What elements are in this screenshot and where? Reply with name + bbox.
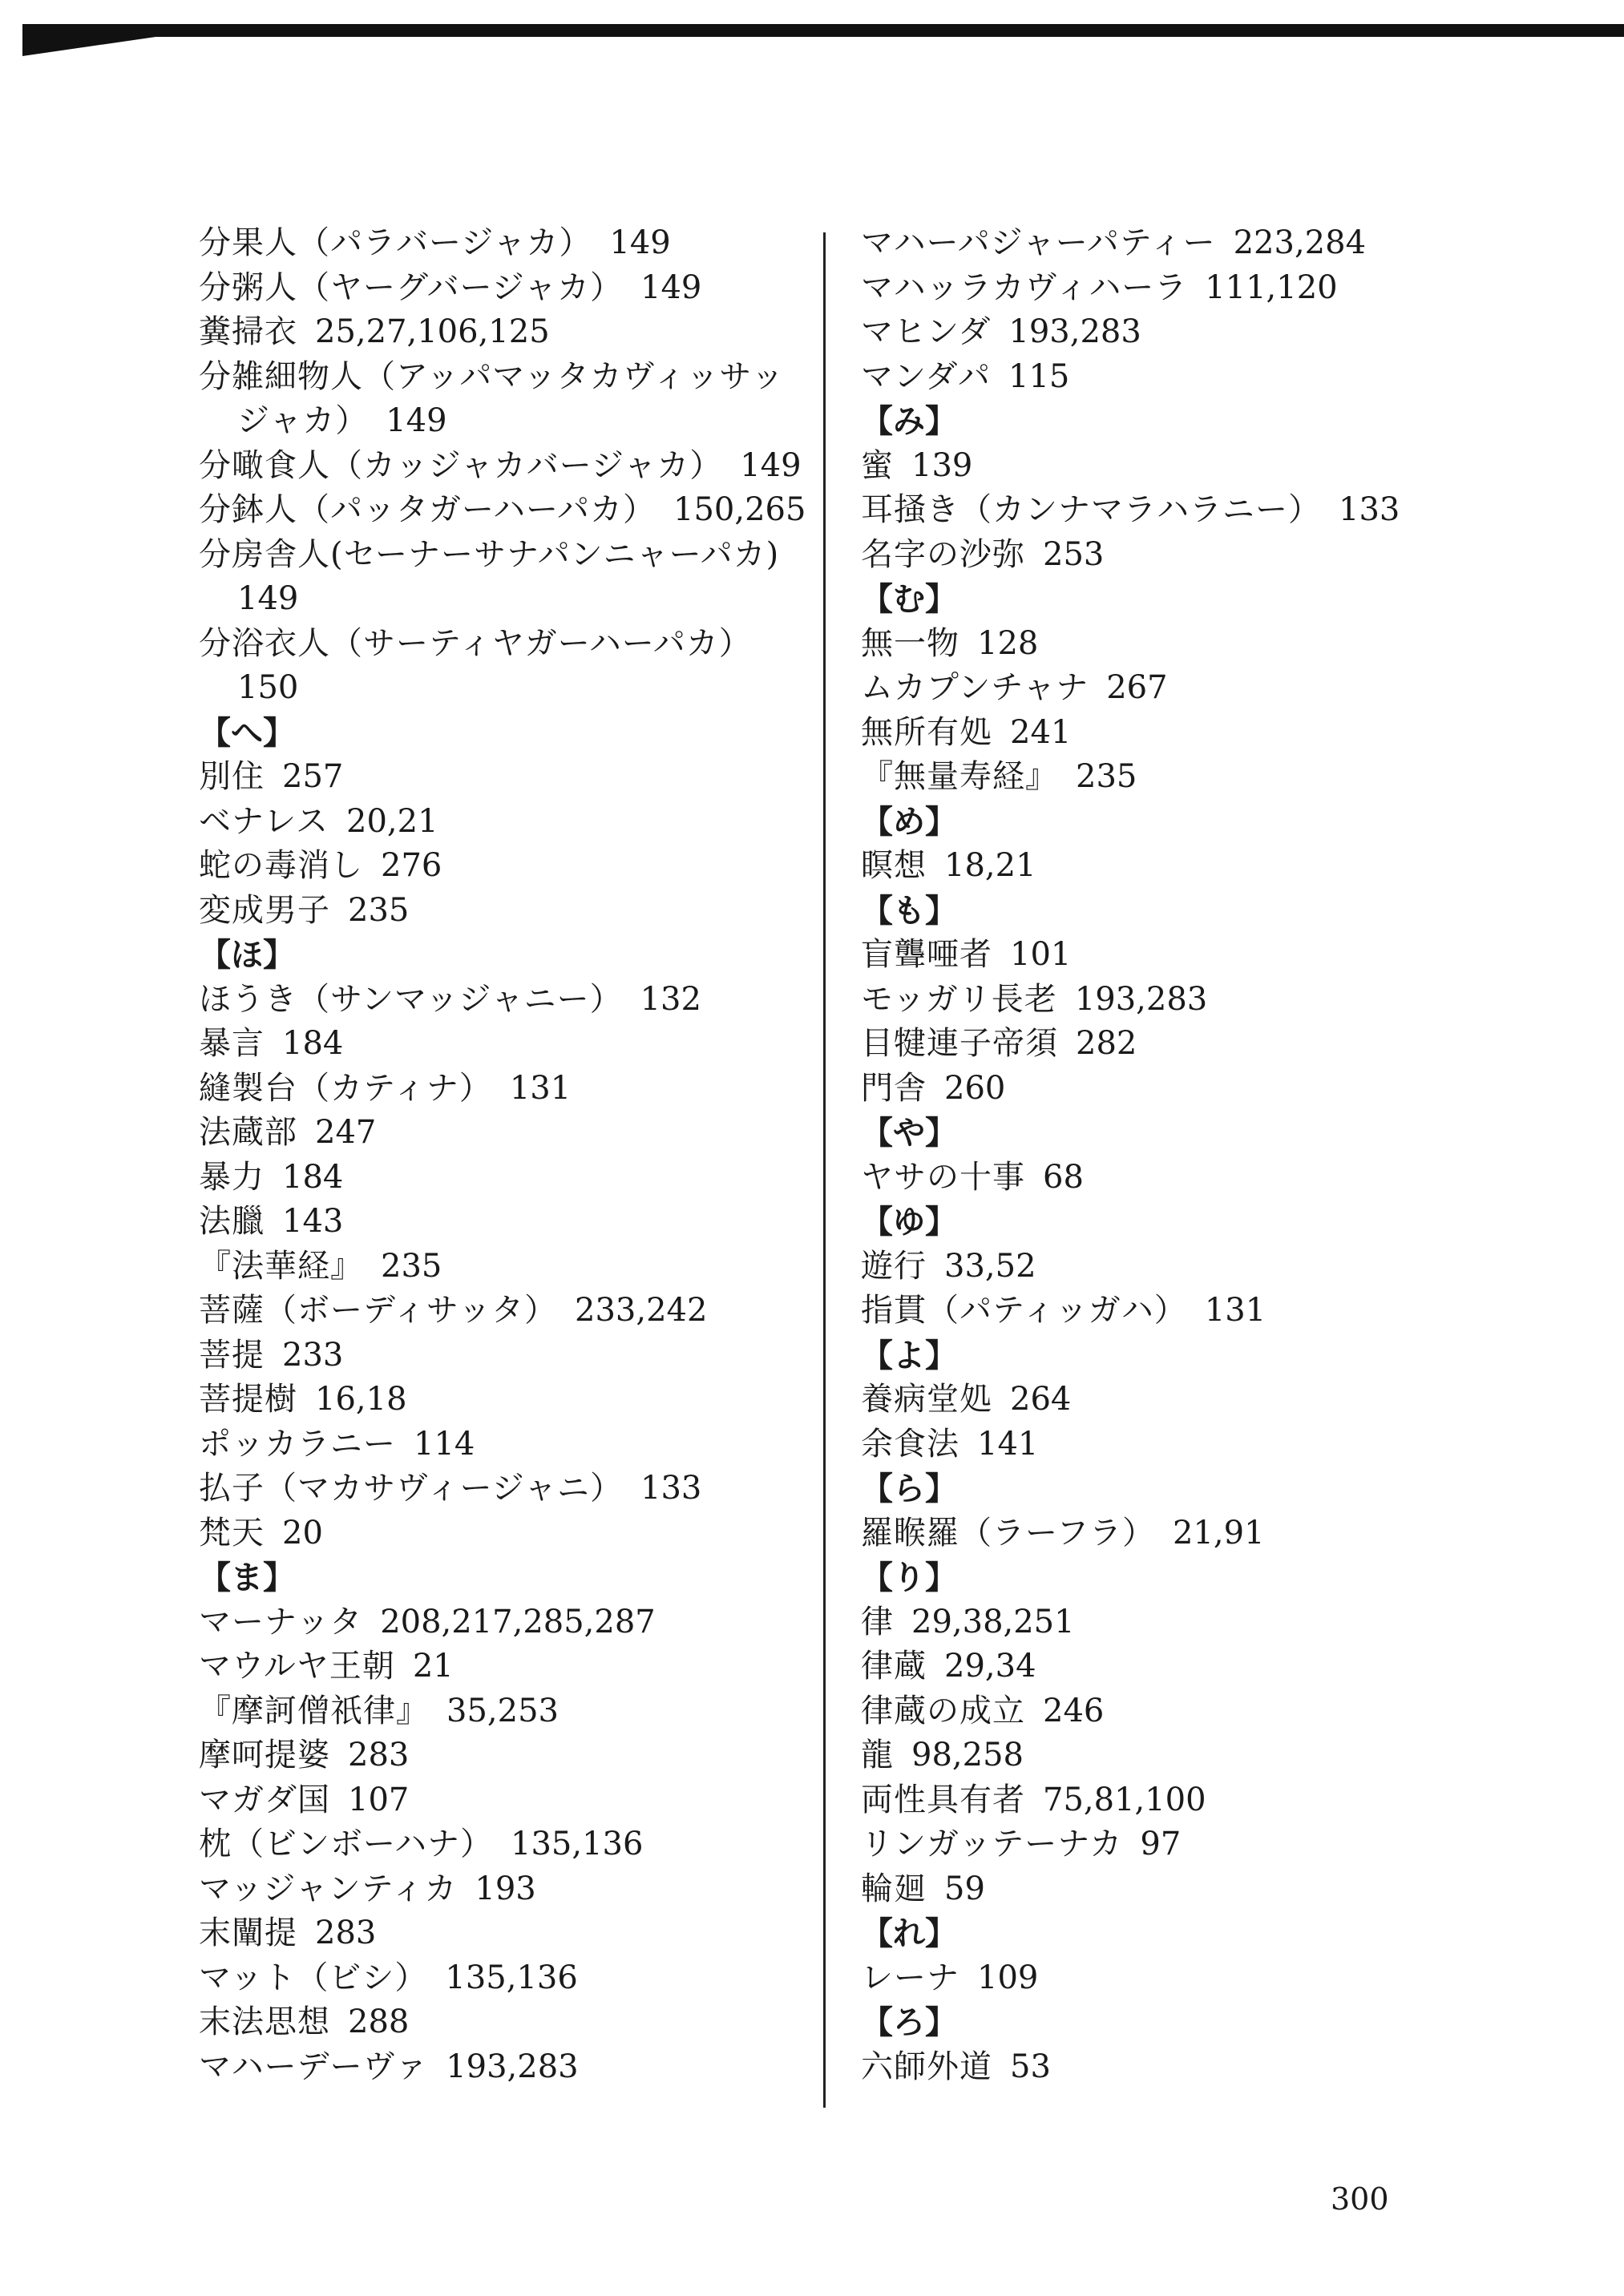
index-pages: 264 (1010, 1381, 1072, 1418)
index-term: マーナッタ (199, 1603, 363, 1640)
index-entry (199, 399, 808, 444)
index-section-header: 【や】 (861, 1114, 957, 1152)
index-pages: 257 (282, 758, 344, 795)
index-term: ジャカ） (237, 402, 369, 439)
index-pages: 193,283 (446, 2048, 579, 2085)
index-entry (861, 355, 1470, 400)
index-entry (861, 1422, 1470, 1467)
index-term: 目犍連子帝須 (861, 1025, 1058, 1062)
index-term: 法蔵部 (199, 1114, 297, 1151)
index-entry (199, 1067, 808, 1112)
index-entry (199, 1334, 808, 1378)
index-entry (861, 1289, 1470, 1334)
index-term: マンダパ (861, 357, 991, 395)
index-entry (199, 1111, 808, 1156)
index-term: 分噉食人（カッジャカバージャカ） (199, 446, 723, 484)
index-entry (199, 1378, 808, 1422)
index-term: マット（ビシ） (199, 1959, 428, 1996)
index-entry (199, 221, 808, 266)
index-entry (861, 1378, 1470, 1422)
index-pages: 149 (386, 402, 447, 439)
index-pages: 21,91 (1173, 1514, 1265, 1552)
index-entry (861, 1956, 1470, 2001)
index-entry (861, 1067, 1470, 1112)
index-section-header: 【ほ】 (199, 936, 295, 974)
top-border-bar (22, 24, 1624, 37)
index-entry (861, 533, 1470, 578)
index-pages: 150,265 (673, 491, 806, 528)
index-pages: 101 (1010, 936, 1072, 973)
index-pages: 267 (1106, 669, 1168, 706)
index-section-header: 【り】 (861, 1559, 957, 1596)
index-section-header: 【ま】 (199, 1559, 295, 1596)
index-term: 遊行 (861, 1247, 927, 1285)
index-entry (861, 933, 1470, 978)
index-pages: 235 (348, 891, 410, 929)
top-border-wedge (22, 35, 167, 56)
index-entry (199, 1289, 808, 1334)
index-entry (861, 221, 1470, 266)
index-entry (861, 1822, 1470, 1867)
index-column-right (861, 221, 1470, 2089)
index-entry (861, 1733, 1470, 1778)
index-term: リンガッテーナカ (861, 1826, 1123, 1862)
index-term: 余食法 (861, 1425, 959, 1463)
index-entry (199, 1600, 808, 1645)
index-pages: 253 (1043, 535, 1105, 573)
index-entry (199, 1156, 808, 1200)
index-pages: 68 (1043, 1158, 1084, 1196)
index-pages: 150 (237, 669, 299, 706)
index-pages: 131 (1204, 1292, 1266, 1329)
column-divider (823, 232, 826, 2108)
index-entry (199, 844, 808, 889)
index-term: 分房舎人(セーナーサナパンニャーパカ) (199, 535, 780, 573)
index-pages: 133 (1339, 491, 1400, 528)
index-entry (861, 444, 1470, 489)
index-term: 養病堂処 (861, 1381, 992, 1418)
index-pages: 75,81,100 (1043, 1781, 1206, 1818)
index-term: マハーデーヴァ (199, 2048, 429, 2085)
index-pages: 135,136 (511, 1826, 644, 1862)
index-entry (861, 1511, 1470, 1556)
index-term: 門舎 (861, 1069, 927, 1107)
index-entry (199, 1733, 808, 1778)
index-pages: 135,136 (445, 1959, 578, 1996)
index-entry (861, 266, 1470, 311)
index-term: マハーパジャーパティー (861, 224, 1216, 261)
index-pages: 29,34 (944, 1648, 1036, 1685)
index-term: 蛇の毒消し (199, 847, 363, 884)
index-section-header: 【へ】 (199, 713, 295, 752)
index-pages: 29,38,251 (911, 1603, 1075, 1640)
index-term: レーナ (861, 1959, 959, 1996)
index-pages: 98,258 (911, 1737, 1024, 1773)
index-pages: 97 (1140, 1826, 1182, 1862)
index-pages: 149 (740, 446, 802, 484)
index-term: 輪廻 (861, 1870, 927, 1907)
index-term: 菩提樹 (199, 1381, 297, 1418)
index-section-header: 【ら】 (861, 1470, 957, 1507)
index-term: ベナレス (199, 802, 329, 840)
index-pages: 111,120 (1205, 268, 1338, 306)
index-pages: 109 (977, 1959, 1039, 1996)
index-entry (861, 1644, 1470, 1689)
index-pages: 246 (1043, 1692, 1105, 1729)
index-entry (199, 355, 808, 400)
index-entry (199, 1467, 808, 1511)
index-pages: 235 (1076, 758, 1137, 795)
index-pages: 283 (315, 1915, 377, 1951)
index-term: ムカプンチャナ (861, 669, 1089, 706)
index-term: 律蔵 (861, 1648, 927, 1685)
index-term: 払子（マカサヴィージャニ） (199, 1470, 623, 1507)
index-pages: 131 (509, 1069, 572, 1107)
index-pages: 241 (1010, 713, 1072, 751)
index-entry (861, 1689, 1470, 1734)
index-term: 名字の沙弥 (861, 535, 1025, 573)
index-pages: 233,242 (575, 1292, 708, 1329)
index-pages: 107 (348, 1781, 410, 1818)
index-term: 『無量寿経』 (861, 758, 1058, 795)
index-pages: 184 (282, 1158, 344, 1196)
index-entry (861, 622, 1470, 667)
index-term: マヒンダ (861, 313, 992, 350)
index-entry (199, 1867, 808, 1912)
index-pages: 20 (282, 1514, 323, 1552)
index-term: 六師外道 (861, 2048, 992, 2085)
index-pages: 276 (381, 847, 442, 884)
index-entry (861, 1778, 1470, 1823)
index-term: 指貫（パティッガハ） (861, 1292, 1187, 1329)
page-number: 300 (1331, 2181, 1389, 2217)
index-entry (199, 1911, 808, 1956)
index-pages: 35,253 (446, 1692, 559, 1729)
index-pages: 149 (237, 580, 299, 617)
index-entry (199, 889, 808, 934)
index-term: 暴力 (199, 1158, 265, 1196)
index-pages: 16,18 (315, 1381, 407, 1418)
index-entry (861, 1600, 1470, 1645)
index-term: 龍 (861, 1737, 894, 1773)
index-pages: 25,27,106,125 (315, 313, 550, 350)
index-pages: 20,21 (346, 802, 438, 840)
index-pages: 132 (640, 980, 701, 1018)
index-term: 分浴衣人（サーティヤガーハーパカ） (199, 624, 752, 662)
index-pages: 223,284 (1233, 224, 1367, 261)
index-section-header: 【れ】 (861, 1915, 957, 1952)
index-pages: 247 (315, 1114, 377, 1151)
index-term: 末闡提 (199, 1915, 297, 1951)
index-term: 無一物 (861, 624, 959, 662)
index-term: 菩薩（ボーディサッタ） (199, 1292, 557, 1329)
index-entry (861, 1156, 1470, 1200)
index-entry (199, 755, 808, 800)
index-term: マウルヤ王朝 (199, 1648, 395, 1685)
index-entry (199, 622, 808, 667)
index-entry (861, 978, 1470, 1023)
index-entry (199, 1956, 808, 2001)
index-term: 法臘 (199, 1203, 265, 1240)
index-term: 摩呵提婆 (199, 1737, 330, 1773)
index-pages: 288 (348, 2003, 410, 2040)
index-section-header: 【む】 (861, 580, 957, 618)
index-entry (861, 1245, 1470, 1289)
index-term: 暴言 (199, 1025, 265, 1062)
index-pages: 115 (1008, 357, 1070, 395)
index-entry (199, 1689, 808, 1734)
index-pages: 59 (944, 1870, 985, 1907)
index-term: 耳掻き（カンナマラハラニー） (861, 491, 1321, 528)
index-pages: 139 (911, 446, 973, 484)
index-entry (861, 666, 1470, 711)
index-pages: 18,21 (944, 847, 1036, 884)
index-pages: 235 (381, 1247, 442, 1285)
index-term: 分鉢人（パッタガーハーパカ） (199, 491, 656, 528)
index-entry (199, 978, 808, 1023)
index-term: マハッラカヴィハーラ (861, 268, 1188, 306)
index-entry (199, 1822, 808, 1867)
index-pages: 114 (414, 1425, 475, 1463)
index-entry (199, 266, 808, 311)
index-term: 変成男子 (199, 891, 330, 929)
index-pages: 208,217,285,287 (380, 1603, 656, 1640)
index-pages: 193,283 (1074, 980, 1208, 1018)
index-term: 律 (861, 1603, 894, 1640)
index-entry (199, 800, 808, 845)
index-section-header: 【も】 (861, 891, 957, 930)
index-pages: 141 (977, 1425, 1039, 1463)
index-term: モッガリ長老 (861, 980, 1057, 1018)
index-section-header: 【め】 (861, 802, 957, 841)
index-term: 蜜 (861, 446, 894, 484)
index-pages: 282 (1076, 1025, 1137, 1062)
index-entry (861, 1022, 1470, 1067)
index-entry (199, 666, 808, 711)
index-entry (861, 488, 1470, 533)
index-entry (199, 1778, 808, 1823)
index-entry (199, 2000, 808, 2045)
index-entry (199, 488, 808, 533)
index-pages: 283 (348, 1737, 410, 1773)
index-entry (199, 1511, 808, 1556)
index-term: 枕（ビンボーハナ） (199, 1826, 493, 1862)
index-column-left (199, 221, 808, 2089)
index-entry (861, 844, 1470, 889)
index-term: ポッカラニー (199, 1425, 396, 1463)
index-term: マッジャンティカ (199, 1870, 458, 1907)
index-entry (199, 577, 808, 622)
index-pages: 149 (609, 224, 671, 261)
index-term: 『法華経』 (199, 1247, 363, 1285)
index-term: ほうき（サンマッジャニー） (199, 980, 623, 1018)
index-term: 糞掃衣 (199, 313, 297, 350)
index-pages: 260 (944, 1069, 1006, 1107)
index-pages: 143 (282, 1203, 344, 1240)
index-section-header: 【み】 (861, 402, 957, 440)
index-section-header: 【ゆ】 (861, 1203, 957, 1241)
index-entry (199, 1200, 808, 1245)
index-entry (861, 755, 1470, 800)
index-term: 菩提 (199, 1336, 265, 1374)
index-entry (861, 1867, 1470, 1912)
index-entry (199, 444, 808, 489)
index-term: 律蔵の成立 (861, 1692, 1025, 1729)
index-entry (861, 2045, 1470, 2090)
index-term: 別住 (199, 758, 265, 795)
index-entry (199, 2045, 808, 2090)
index-pages: 193,283 (1008, 313, 1141, 350)
index-term: 縫製台（カティナ） (199, 1069, 492, 1107)
index-term: マガダ国 (199, 1781, 330, 1818)
index-entry (861, 711, 1470, 756)
index-pages: 193 (475, 1870, 536, 1907)
index-term: 羅睺羅（ラーフラ） (861, 1514, 1155, 1552)
index-term: 『摩訶僧祇律』 (199, 1692, 429, 1729)
index-term: 末法思想 (199, 2003, 330, 2040)
index-term: 瞑想 (861, 847, 927, 884)
index-pages: 184 (282, 1025, 344, 1062)
index-pages: 33,52 (944, 1247, 1036, 1285)
index-term: 分粥人（ヤーグバージャカ） (199, 268, 623, 306)
index-term: 両性具有者 (861, 1781, 1025, 1818)
index-entry (199, 1245, 808, 1289)
index-section-header: 【よ】 (861, 1336, 957, 1374)
index-pages: 53 (1010, 2048, 1051, 2085)
index-entry (199, 1022, 808, 1067)
index-pages: 149 (640, 268, 702, 306)
index-pages: 133 (640, 1470, 702, 1507)
index-term: 無所有処 (861, 713, 992, 751)
index-entry (199, 1422, 808, 1467)
index-entry (199, 1644, 808, 1689)
index-entry (199, 310, 808, 355)
index-term: 梵天 (199, 1514, 265, 1552)
index-pages: 233 (282, 1336, 344, 1374)
index-pages: 128 (977, 624, 1039, 662)
index-term: 盲聾唖者 (861, 936, 992, 973)
index-term: 分雑細物人（アッパマッタカヴィッサッ (199, 357, 785, 395)
index-entry (861, 310, 1470, 355)
index-pages: 21 (412, 1648, 454, 1685)
index-term: ヤサの十事 (861, 1158, 1025, 1196)
index-term: 分果人（パラバージャカ） (199, 224, 592, 261)
index-section-header: 【ろ】 (861, 2003, 957, 2041)
index-entry (199, 533, 808, 578)
